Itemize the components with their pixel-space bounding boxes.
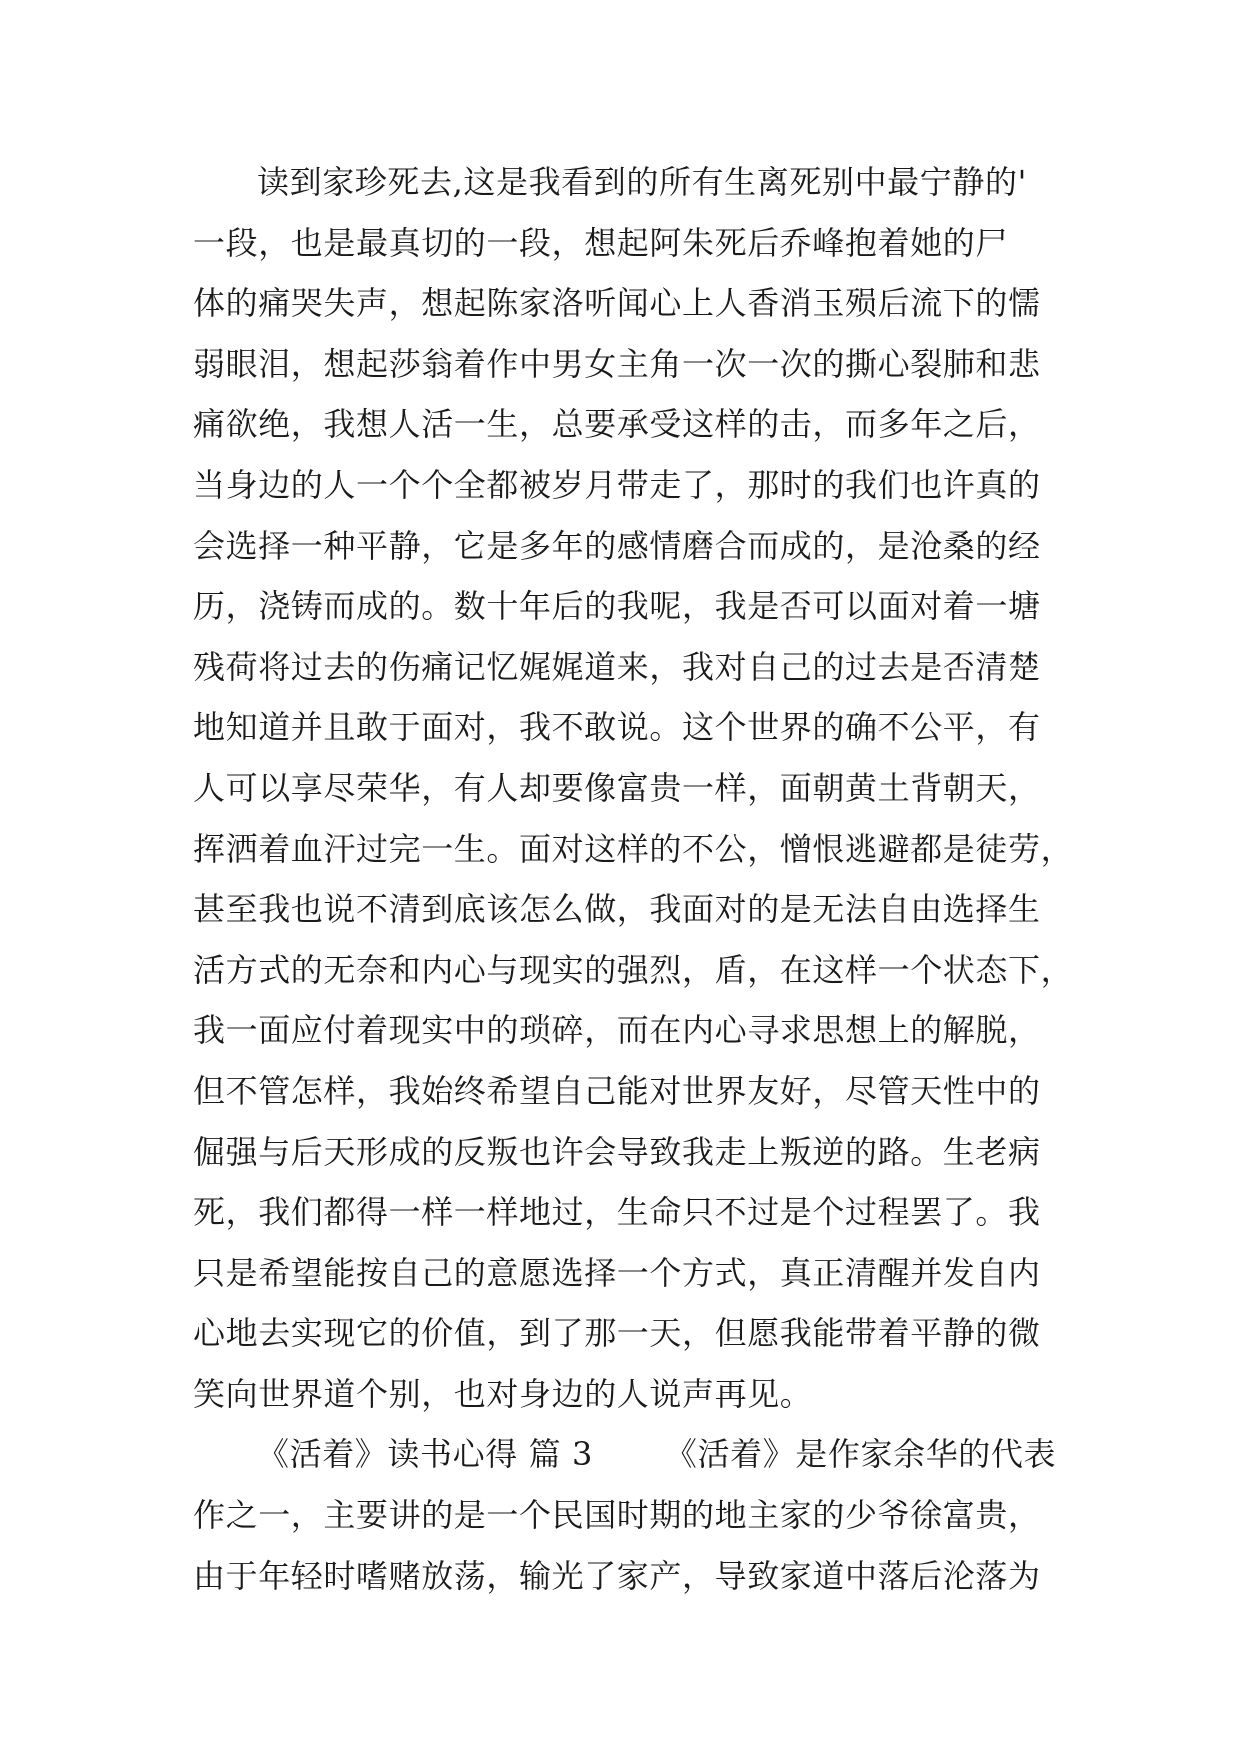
paragraph-line: 倔强与后天形成的反叛也许会导致我走上叛逆的路。生老病	[193, 1132, 1041, 1171]
paragraph-line: 会选择一种平静，它是多年的感情磨合而成的，是沧桑的经	[193, 526, 1041, 565]
paragraph-line: 体的痛哭失声，想起陈家洛听闻心上人香消玉殒后流下的懦	[193, 284, 1041, 323]
paragraph-line: 我一面应付着现实中的琐碎，而在内心寻求思想上的解脱，	[193, 1011, 1041, 1050]
paragraph-line: 但不管怎样，我始终希望自己能对世界友好，尽管天性中的	[193, 1071, 1041, 1110]
paragraph-line: 心地去实现它的价值，到了那一天，但愿我能带着平静的微	[193, 1314, 1041, 1353]
paragraph-line: 人可以享尽荣华，有人却要像富贵一样，面朝黄土背朝天，	[193, 768, 1041, 807]
section-heading: 《活着》读书心得 篇 3	[257, 1435, 593, 1474]
paragraph-line: 死，我们都得一样一样地过，生命只不过是个过程罢了。我	[193, 1193, 1041, 1232]
paragraph-line: 当身边的人一个个全都被岁月带走了，那时的我们也许真的	[193, 465, 1041, 504]
paragraph-line: 活方式的无奈和内心与现实的强烈，盾，在这样一个状态下，	[193, 950, 1074, 989]
paragraph-line: 笑向世界道个别，也对身边的人说声再见。	[193, 1374, 813, 1413]
paragraph-line: 只是希望能按自己的意愿选择一个方式，真正清醒并发自内	[193, 1253, 1041, 1292]
paragraph-line: 作之一，主要讲的是一个民国时期的地主家的少爷徐富贵，	[193, 1496, 1041, 1535]
paragraph-line: 由于年轻时嗜赌放荡，输光了家产，导致家道中落后沦落为	[193, 1556, 1041, 1595]
paragraph-line: 一段，也是最真切的一段，想起阿朱死后乔峰抱着她的尸	[193, 223, 1009, 262]
section-heading-line	[193, 1424, 1063, 1485]
paragraph-line: 读到家珍死去,这是我看到的所有生离死别中最宁静的'	[257, 163, 1027, 201]
paragraph-line: 地知道并且敢于面对，我不敢说。这个世界的确不公平，有	[193, 708, 1041, 747]
body-text	[193, 152, 1074, 1606]
paragraph-line: 痛欲绝，我想人活一生，总要承受这样的击，而多年之后，	[193, 405, 1041, 444]
section-start-text: 《活着》是作家余华的代表	[664, 1435, 1057, 1474]
paragraph-line: 残荷将过去的伤痛记忆娓娓道来，我对自己的过去是否清楚	[193, 647, 1041, 686]
paragraph-line: 甚至我也说不清到底该怎么做，我面对的是无法自由选择生	[193, 890, 1041, 929]
paragraph-line: 历，浇铸而成的。数十年后的我呢，我是否可以面对着一塘	[193, 587, 1041, 626]
paragraph-line: 弱眼泪，想起莎翁着作中男女主角一次一次的撕心裂肺和悲	[193, 344, 1041, 383]
paragraph-line: 挥洒着血汗过完一生。面对这样的不公，憎恨逃避都是徒劳，	[193, 829, 1074, 868]
